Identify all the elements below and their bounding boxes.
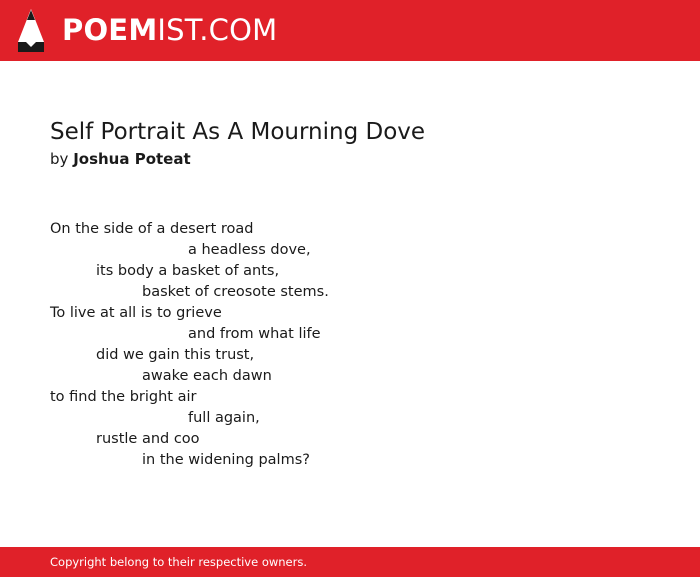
poem-line: its body a basket of ants, <box>96 263 280 279</box>
byline <box>50 149 425 169</box>
logo-light-text: IST.COM <box>157 13 278 47</box>
poem-line: basket of creosote stems. <box>142 284 329 300</box>
site-logo[interactable] <box>62 13 277 47</box>
site-header <box>0 0 700 61</box>
poem-title: Self Portrait As A Mourning Dove <box>50 119 426 145</box>
poem-line: and from what life <box>188 326 321 342</box>
copyright-text: Copyright belong to their respective owners. <box>50 555 308 569</box>
poem-line: full again, <box>188 410 260 426</box>
poem-line: To live at all is to grieve <box>50 305 222 321</box>
poem-line: to find the bright air <box>50 389 197 405</box>
by-label: by <box>50 150 69 168</box>
pencil-icon[interactable] <box>17 9 45 52</box>
author-name: Joshua Poteat <box>73 150 191 168</box>
logo-bold-text: POEM <box>62 13 158 47</box>
site-footer <box>0 547 700 577</box>
poem-line: in the widening palms? <box>142 452 310 468</box>
poem-body <box>50 219 670 471</box>
poem-line: did we gain this trust, <box>96 347 255 363</box>
poem-line: awake each dawn <box>142 368 272 384</box>
poem-line: rustle and coo <box>96 431 200 447</box>
poem-line: On the side of a desert road <box>50 221 254 237</box>
poem-heading <box>50 117 425 169</box>
poem-line: a headless dove, <box>188 242 311 258</box>
